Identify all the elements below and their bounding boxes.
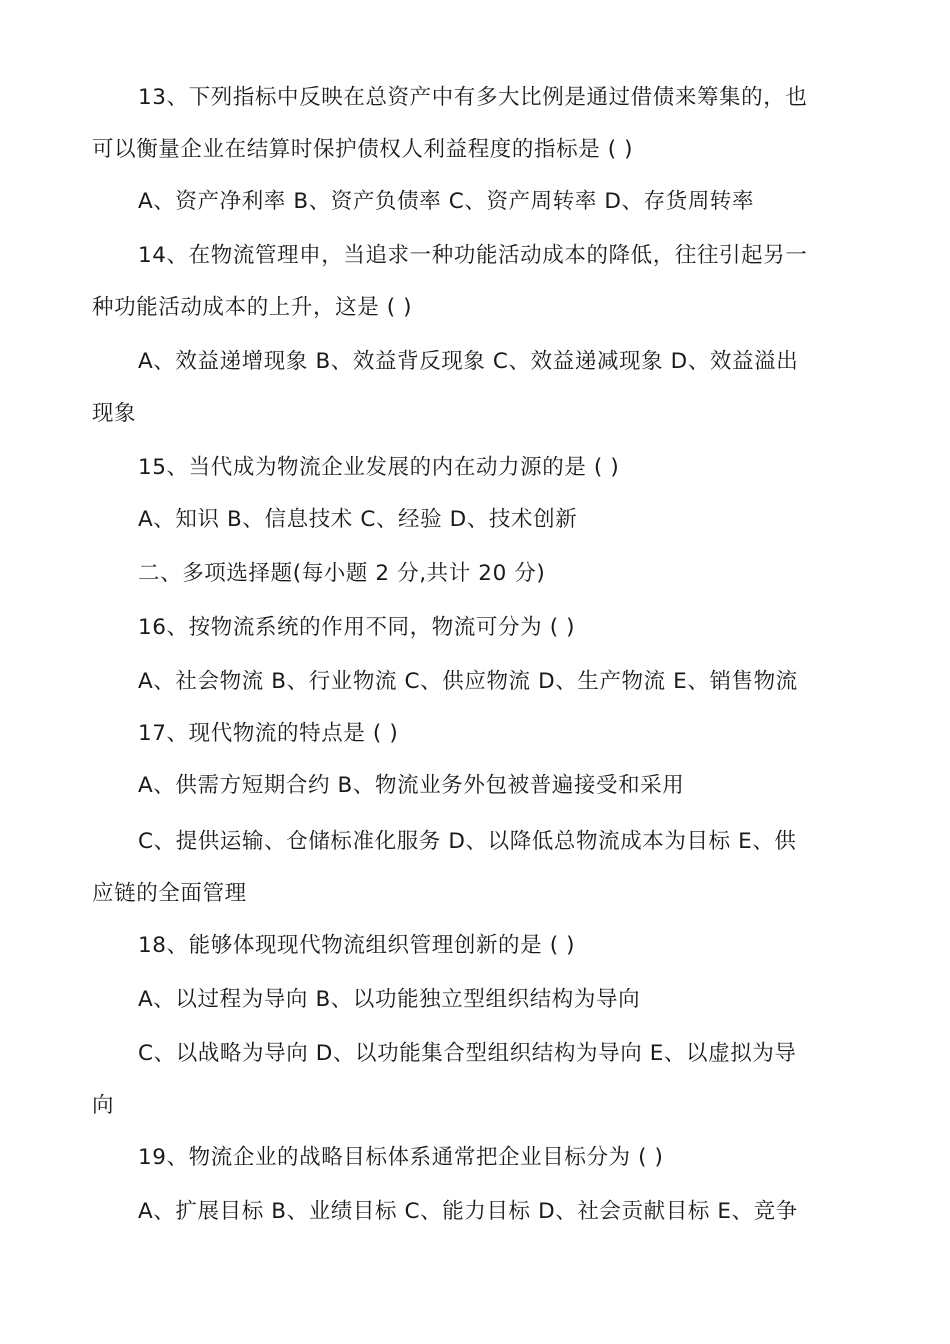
section-heading: 二、多项选择题(每小题 2 分,共计 20 分) bbox=[138, 561, 546, 586]
question-13-text-line-2: 可以衡量企业在结算时保护债权人利益程度的指标是 ( ) bbox=[92, 137, 634, 162]
question-18-options-line-2: C、以战略为导向 D、以功能集合型组织结构为导向 E、以虚拟为导 bbox=[138, 1041, 797, 1066]
question-17-options-line-2: C、提供运输、仓储标准化服务 D、以降低总物流成本为目标 E、供 bbox=[138, 829, 797, 854]
question-13-text-line-1: 13、下列指标中反映在总资产中有多大比例是通过借债来筹集的，也 bbox=[138, 85, 808, 110]
question-14-options-line-1: A、效益递增现象 B、效益背反现象 C、效益递减现象 D、效益溢出 bbox=[138, 349, 799, 374]
question-17-text: 17、现代物流的特点是 ( ) bbox=[138, 721, 399, 746]
question-14-text-line-1: 14、在物流管理申，当追求一种功能活动成本的降低，往往引起另一 bbox=[138, 243, 808, 268]
question-14-options-line-2: 现象 bbox=[92, 401, 137, 426]
question-18-text: 18、能够体现现代物流组织管理创新的是 ( ) bbox=[138, 933, 576, 958]
question-18-options-line-1: A、以过程为导向 B、以功能独立型组织结构为导向 bbox=[138, 987, 641, 1012]
question-17-options-line-3: 应链的全面管理 bbox=[92, 881, 247, 906]
question-15-options: A、知识 B、信息技术 C、经验 D、技术创新 bbox=[138, 507, 578, 532]
question-17-options-line-1: A、供需方短期合约 B、物流业务外包被普遍接受和采用 bbox=[138, 773, 685, 798]
question-19-options: A、扩展目标 B、业绩目标 C、能力目标 D、社会贡献目标 E、竞争 bbox=[138, 1199, 798, 1224]
question-13-options: A、资产净利率 B、资产负债率 C、资产周转率 D、存货周转率 bbox=[138, 189, 755, 214]
question-16-options: A、社会物流 B、行业物流 C、供应物流 D、生产物流 E、销售物流 bbox=[138, 669, 798, 694]
question-18-options-line-3: 向 bbox=[92, 1093, 115, 1118]
question-16-text: 16、按物流系统的作用不同，物流可分为 ( ) bbox=[138, 615, 576, 640]
question-15-text: 15、当代成为物流企业发展的内在动力源的是 ( ) bbox=[138, 455, 620, 480]
question-19-text: 19、物流企业的战略目标体系通常把企业目标分为 ( ) bbox=[138, 1145, 664, 1170]
question-14-text-line-2: 种功能活动成本的上升，这是 ( ) bbox=[92, 295, 413, 320]
